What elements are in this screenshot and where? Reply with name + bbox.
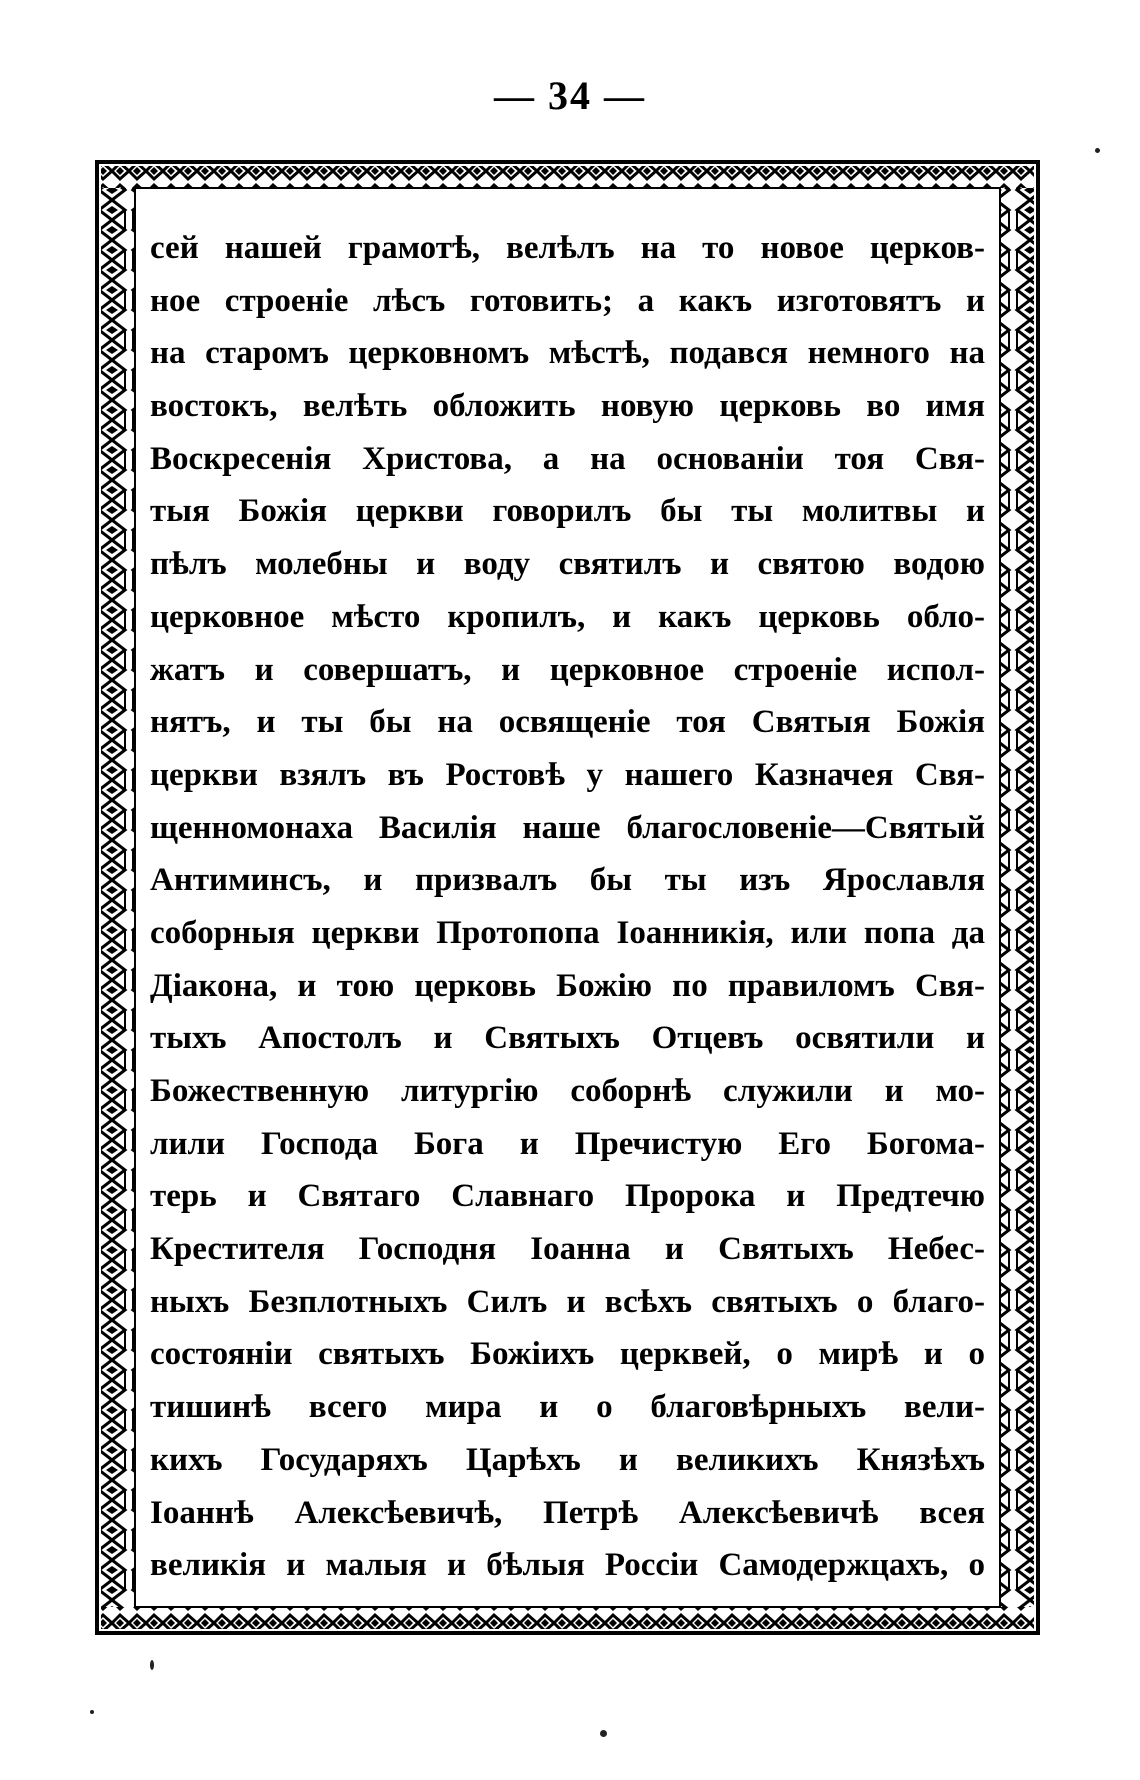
- text-line: Діакона, и тою церковь Божію по правиломъ Свя-: [150, 967, 985, 1004]
- scan-speck: [1095, 148, 1100, 153]
- text-line: щенномонаха Василія наше благословеніе—Святый: [150, 809, 985, 846]
- text-line: жатъ и совершатъ, и церковное строеніе испол-: [150, 651, 985, 688]
- text-line: Божественную литургію соборнѣ служили и мо-: [150, 1073, 985, 1109]
- text-line: тыхъ Апостолъ и Святыхъ Отцевъ освятили и: [150, 1020, 985, 1057]
- text-line: нятъ, и ты бы на освященіе тоя Святыя Божія: [150, 704, 985, 741]
- scan-speck: [90, 1710, 94, 1714]
- text-line: церкви взялъ въ Ростовѣ у нашего Казначея Свя-: [150, 756, 985, 793]
- text-line: кихъ Государяхъ Царѣхъ и великихъ Князѣхъ: [150, 1441, 985, 1478]
- text-line: состояніи святыхъ Божіихъ церквей, о мирѣ и о: [150, 1336, 985, 1373]
- text-line: Антиминсъ, и призвалъ бы ты изъ Ярославля: [150, 862, 985, 899]
- scan-speck: [600, 1730, 607, 1737]
- text-line: Іоаннѣ Алексѣевичѣ, Петрѣ Алексѣевичѣ всея: [150, 1494, 985, 1531]
- text-line: востокъ, велѣть обложить новую церковь во имя: [150, 388, 985, 425]
- text-line: лили Господа Бога и Пречистую Его Богома-: [150, 1125, 985, 1162]
- text-line: соборныя церкви Протопопа Іоанникія, или попа да: [150, 914, 985, 951]
- text-line: тыя Божія церкви говорилъ бы ты молитвы и: [150, 493, 985, 530]
- page-number: — 34 —: [494, 73, 646, 118]
- text-line: ное строеніе лѣсъ готовить; а какъ изготовятъ и: [150, 282, 985, 319]
- text-line: тишинѣ всего мира и о благовѣрныхъ вели-: [150, 1389, 985, 1426]
- text-line: ныхъ Безплотныхъ Силъ и всѣхъ святыхъ о благо-: [150, 1283, 985, 1320]
- text-line: сей нашей грамотѣ, велѣлъ на то новое церков-: [150, 230, 985, 266]
- text-line: Воскресенія Христова, а на основаніи тоя Свя-: [150, 440, 985, 477]
- text-line: на старомъ церковномъ мѣстѣ, подався немного на: [150, 335, 985, 372]
- page-body-text: [150, 222, 985, 1602]
- scan-speck: [150, 1660, 154, 1670]
- text-line: Крестителя Господня Іоанна и Святыхъ Небес-: [150, 1231, 985, 1268]
- text-line: терь и Святаго Славнаго Пророка и Предтечю: [150, 1178, 985, 1215]
- text-line: великія и малыя и бѣлыя Россіи Самодержцахъ, о: [150, 1547, 985, 1584]
- text-line: пѣлъ молебны и воду святилъ и святою водою: [150, 546, 985, 583]
- text-line: церковное мѣсто кропилъ, и какъ церковь обло-: [150, 598, 985, 635]
